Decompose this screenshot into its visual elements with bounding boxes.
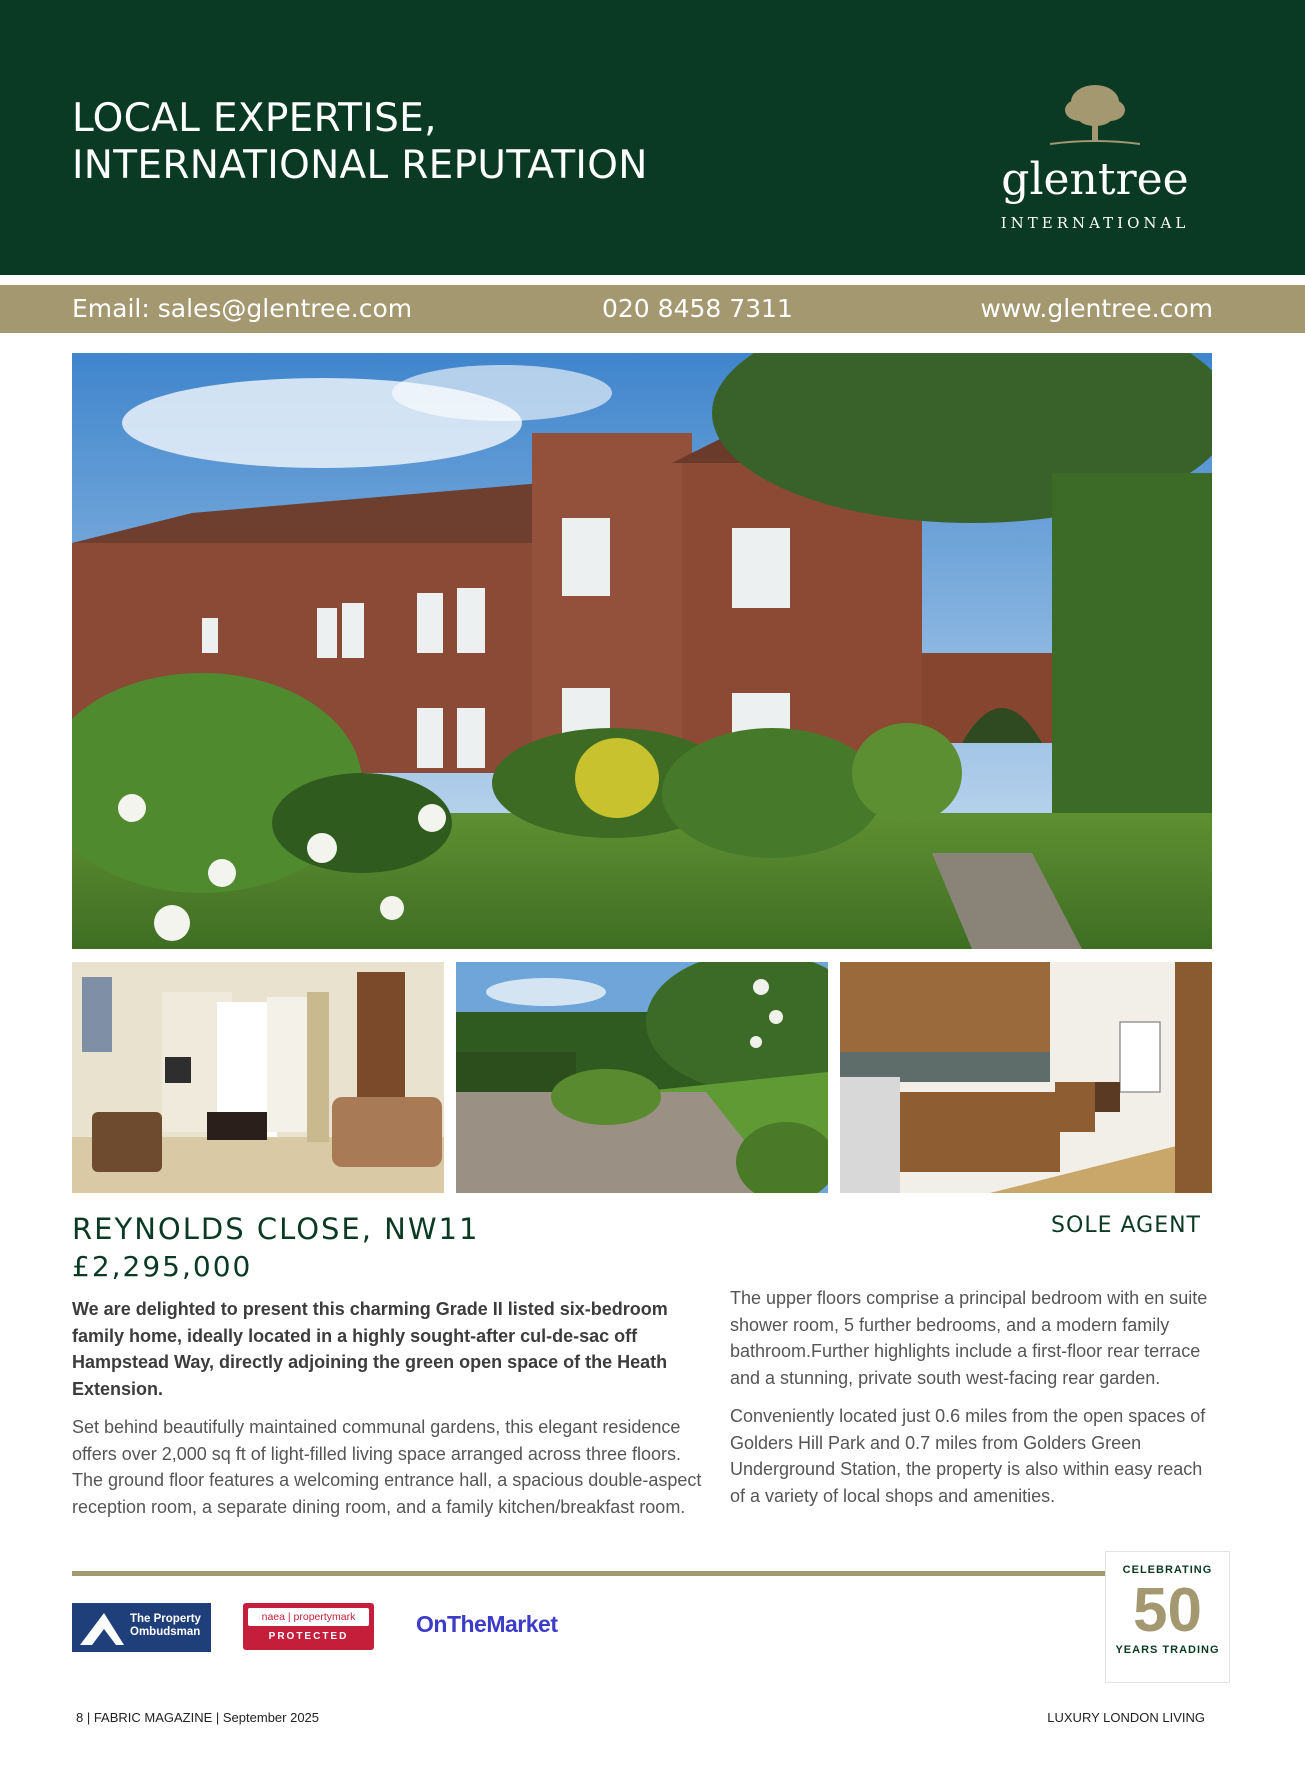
- description-paragraph-3: Conveniently located just 0.6 miles from the open spaces of Golders Hill Park and 0.7 miles from Golders Green Underground Station, the property is also within easy reach of a variety of local shops and amenities.: [730, 1406, 1206, 1506]
- main-property-photo: [72, 353, 1212, 949]
- description-paragraph-2: The upper floors comprise a principal bedroom with en suite shower room, 5 further bedrooms, and a modern family bathroom.Further highlights include a first-floor rear terrace and a stunning, private south west-facing rear garden.: [730, 1288, 1208, 1388]
- property-ombudsman-logo: [72, 1603, 211, 1652]
- tree-icon: [1040, 80, 1150, 152]
- onthemarket-logo: [412, 1605, 582, 1647]
- divider-rule: [72, 1571, 1107, 1576]
- header-banner: [0, 0, 1305, 275]
- contact-bar: [0, 285, 1305, 333]
- garden-photo: [456, 962, 828, 1193]
- phone-number[interactable]: 020 8458 7311: [602, 294, 793, 323]
- glentree-logo: [1000, 80, 1190, 250]
- footer-tagline: LUXURY LONDON LIVING: [1047, 1710, 1205, 1725]
- onthemarket-text: OnTheMarket: [416, 1611, 558, 1637]
- naea-protected-text: PROTECTED: [268, 1631, 349, 1642]
- brand-subtitle: INTERNATIONAL: [1000, 214, 1190, 232]
- naea-propertymark-logo: [243, 1603, 374, 1650]
- description-left-column: [72, 1296, 702, 1532]
- property-title: REYNOLDS CLOSE, NW11: [72, 1212, 480, 1246]
- ombudsman-text: [130, 1613, 201, 1639]
- description-paragraph-1: Set behind beautifully maintained communal gardens, this elegant residence offers over 2,000 sq ft of light-filled living space arranged across three floors. The ground floor features a welcoming entrance hall, a spacious double-aspect reception room, a separate dining room, and a family kitchen/breakfast room.: [72, 1417, 702, 1517]
- anniversary-badge: [1105, 1551, 1230, 1683]
- website-link[interactable]: www.glentree.com: [980, 294, 1213, 323]
- ombudsman-line-1: The Property: [130, 1613, 201, 1625]
- anniversary-top-text: CELEBRATING: [1122, 1564, 1213, 1576]
- ombudsman-line-2: Ombudsman: [130, 1626, 201, 1638]
- email-link[interactable]: Email: sales@glentree.com: [72, 294, 413, 323]
- brand-name: glentree: [1001, 154, 1189, 205]
- sole-agent-label: SOLE AGENT: [1051, 1213, 1201, 1238]
- anniversary-number: 50: [1133, 1576, 1202, 1645]
- headline-line-1: LOCAL EXPERTISE,: [72, 96, 437, 141]
- ombudsman-triangle-icon: [78, 1609, 126, 1647]
- kitchen-photo: [840, 962, 1212, 1193]
- headline-line-2: INTERNATIONAL REPUTATION: [72, 143, 648, 188]
- naea-text: naea | propertymark: [248, 1608, 369, 1626]
- lead-paragraph: We are delighted to present this charming Grade II listed six-bedroom family home, ideally located in a highly sought-after cul-de-sac off Hampstead Way, directly adjoining the green open space of the Heath Extension.: [72, 1299, 668, 1399]
- description-right-column: [730, 1285, 1210, 1521]
- footer-page-info: 8 | FABRIC MAGAZINE | September 2025: [76, 1710, 320, 1725]
- property-price: £2,295,000: [72, 1250, 253, 1283]
- headline: [72, 95, 648, 189]
- living-room-photo: [72, 962, 444, 1193]
- anniversary-bottom-text: YEARS TRADING: [1115, 1644, 1220, 1656]
